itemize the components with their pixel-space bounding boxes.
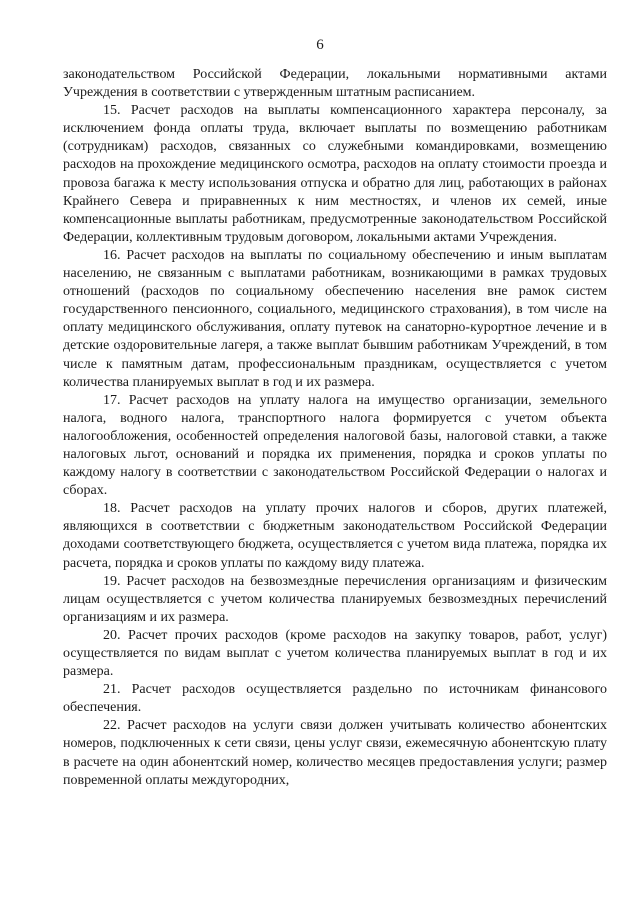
- paragraph-item-20: 20. Расчет прочих расходов (кроме расходов на закупку товаров, работ, услуг) осуществляется по видам выплат с учетом количества планируемых выплат в год и их размера.: [63, 627, 607, 680]
- page-number: 6: [316, 37, 324, 53]
- paragraph-item-19: 19. Расчет расходов на безвозмездные перечисления организациям и физическим лицам осуществляется с учетом количества планируемых безвозмездных перечислений организациям и их размера.: [63, 573, 607, 625]
- paragraph-item-15: 15. Расчет расходов на выплаты компенсационного характера персоналу, за исключением фонда оплаты труда, включает выплаты по возмещению работникам (сотрудникам) расходов, связанных со служебными командировками, возмещению расходов на прохождение медицинского осмотра, расходов на оплату стоимости проезда и провоза багажа к месту использования отпуска и обратно для лиц, работающих в районах Крайнего Севера и приравненных к ним местностях, и членов их семей, иные компенсационные выплаты работникам, предусмотренные законодательством Российской Федерации, коллективным трудовым договором, локальными актами Учреждения.: [63, 103, 607, 245]
- paragraph-continuation: законодательством Российской Федерации, локальными нормативными актами Учреждения в соответствии с утвержденным штатным расписанием.: [63, 67, 607, 101]
- paragraph-item-21: 21. Расчет расходов осуществляется раздельно по источникам финансового обеспечения.: [63, 682, 607, 716]
- paragraph-item-17: 17. Расчет расходов на уплату налога на имущество организации, земельного налога, водного налога, транспортного налога формируется с учетом объекта налогообложения, особенностей определения налоговой базы, налоговой ставки, а также налоговых льгот, оснований и порядка их применения, порядка и сроков уплаты по каждому налогу в соответствии с законодательством Российской Федерации о налогах и сборах.: [63, 392, 607, 499]
- paragraph-item-16: 16. Расчет расходов на выплаты по социальному обеспечению и иным выплатам населению, не связанным с выплатами работникам, возникающими в рамках трудовых отношений (расходов по социальному обеспечению населения вне рамок систем государственного пенсионного, социального, медицинского страхования), в том числе на оплату медицинского обслуживания, оплату путевок на санаторно-курортное лечение и в детские оздоровительные лагеря, а также выплат бывшим работникам Учреждений, в том числе к памятным датам, профессиональным праздникам, осуществляется с учетом количества планируемых выплат в год и их размера.: [63, 247, 607, 390]
- paragraph-item-18: 18. Расчет расходов на уплату прочих налогов и сборов, других платежей, являющихся в соответствии с бюджетным законодательством Российской Федерации доходами соответствующего бюджета, осуществляется с учетом вида платежа, порядка их расчета, порядка и сроков уплаты по каждому виду платежа.: [63, 501, 607, 571]
- document-body: [63, 66, 607, 790]
- paragraph-item-22: 22. Расчет расходов на услуги связи должен учитывать количество абонентских номеров, подключенных к сети связи, цены услуг связи, ежемесячную абонентскую плату в расчете на один абонентский номер, количество месяцев предоставления услуги; размер повременной оплаты междугородних,: [63, 718, 607, 788]
